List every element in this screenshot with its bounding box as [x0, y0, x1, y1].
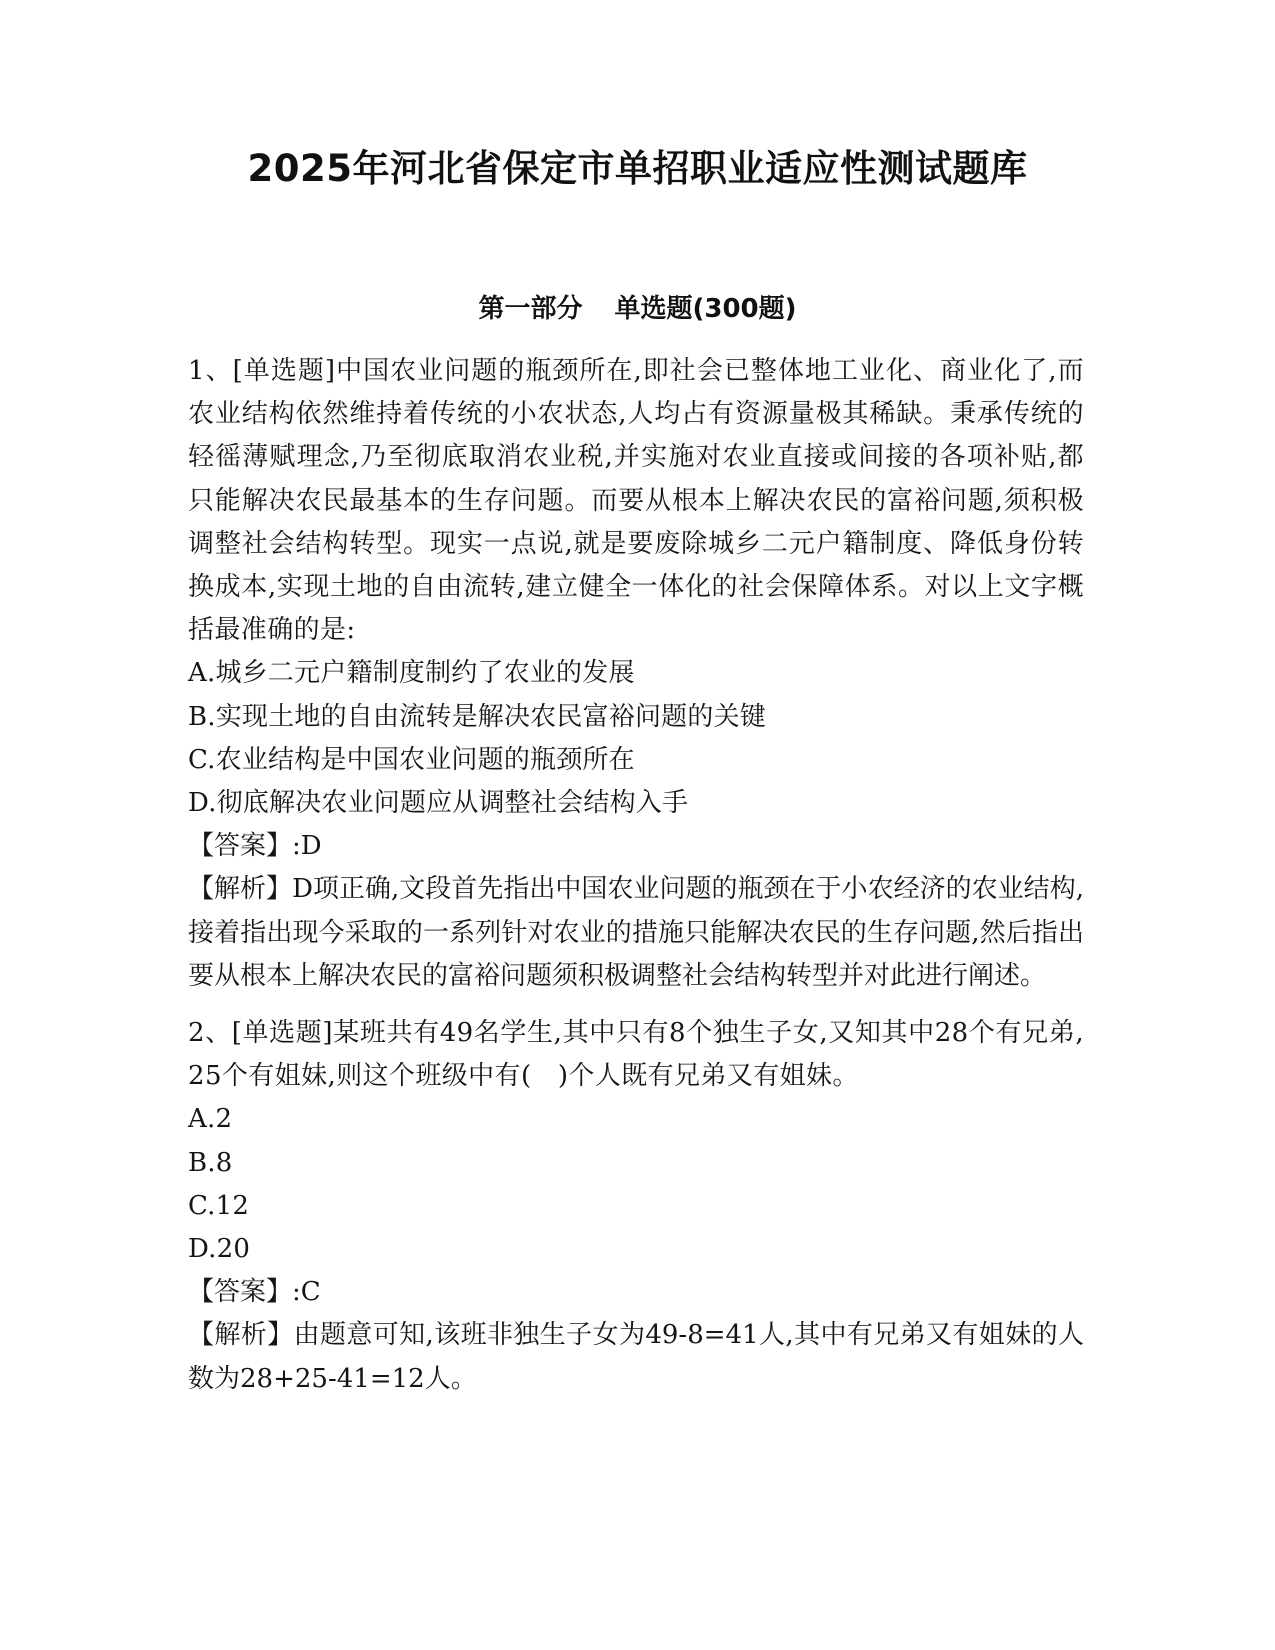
- section-heading: [0, 291, 1275, 327]
- answer-value: C: [300, 1277, 321, 1308]
- analysis-paragraph: [188, 1314, 1084, 1400]
- question-text: 某班共有49名学生,其中只有8个独生子女,又知其中28个有兄弟,25个有姐妹,则这个班级中有( )个人既有兄弟又有姐妹。: [188, 1018, 1084, 1092]
- analysis-label: 【解析】: [188, 874, 293, 905]
- section-label: 第一部分: [478, 294, 583, 324]
- question-text: 中国农业问题的瓶颈所在,即社会已整体地工业化、商业化了,而农业结构依然维持着传统的小农状态,人均占有资源量极其稀缺。秉承传统的轻徭薄赋理念,乃至彻底取消农业税,并实施对农业直接或间接的各项补贴,都只能解决农民最基本的生存问题。而要从根本上解决农民的富裕问题,须积极调整社会结构转型。现实一点说,就是要废除城乡二元户籍制度、降低身份转换成本,实现土地的自由流转,建立健全一体化的社会保障体系。对以上文字概括最准确的是:: [188, 356, 1084, 646]
- question-type-tag: [单选题]: [232, 356, 336, 386]
- question-item: [188, 1012, 1084, 1401]
- answer-line: [188, 825, 1084, 868]
- analysis-text: 由题意可知,该班非独生子女为49-8=41人,其中有兄弟又有姐妹的人数为28+25-41=12人。: [188, 1320, 1084, 1394]
- option-d: D.彻底解决农业问题应从调整社会结构入手: [188, 788, 689, 819]
- analysis-paragraph: [188, 868, 1084, 998]
- question-list: [188, 350, 1084, 1401]
- option-c: C.12: [188, 1190, 250, 1221]
- option-b: B.实现土地的自由流转是解决农民富裕问题的关键: [188, 701, 766, 732]
- question-stem: [188, 1012, 1084, 1098]
- question-number: 2、: [188, 1018, 232, 1049]
- option-a: A.2: [188, 1104, 233, 1135]
- answer-label: 【答案】:: [188, 831, 301, 862]
- analysis-text: D项正确,文段首先指出中国农业问题的瓶颈在于小农经济的农业结构,接着指出现今采取的一系列针对农业的措施只能解决农民的生存问题,然后指出要从根本上解决农民的富裕问题须积极调整社会结构转型并对此进行阐述。: [188, 874, 1084, 991]
- question-type-tag: [单选题]: [231, 1018, 333, 1049]
- answer-label: 【答案】:: [188, 1277, 301, 1308]
- question-item: [188, 350, 1084, 998]
- analysis-label: 【解析】: [188, 1320, 294, 1351]
- answer-line: [188, 1271, 1084, 1314]
- answer-value: D: [300, 831, 322, 862]
- option-d: D.20: [188, 1234, 251, 1265]
- question-number: 1、: [188, 356, 233, 386]
- document-title: 2025年河北省保定市单招职业适应性测试题库: [247, 147, 1028, 190]
- question-stem: [188, 350, 1084, 652]
- option-b: B.8: [188, 1147, 233, 1178]
- option-a: A.城乡二元户籍制度制约了农业的发展: [188, 658, 635, 689]
- section-name: 单选题(300题): [614, 294, 797, 324]
- option-c: C.农业结构是中国农业问题的瓶颈所在: [188, 744, 635, 775]
